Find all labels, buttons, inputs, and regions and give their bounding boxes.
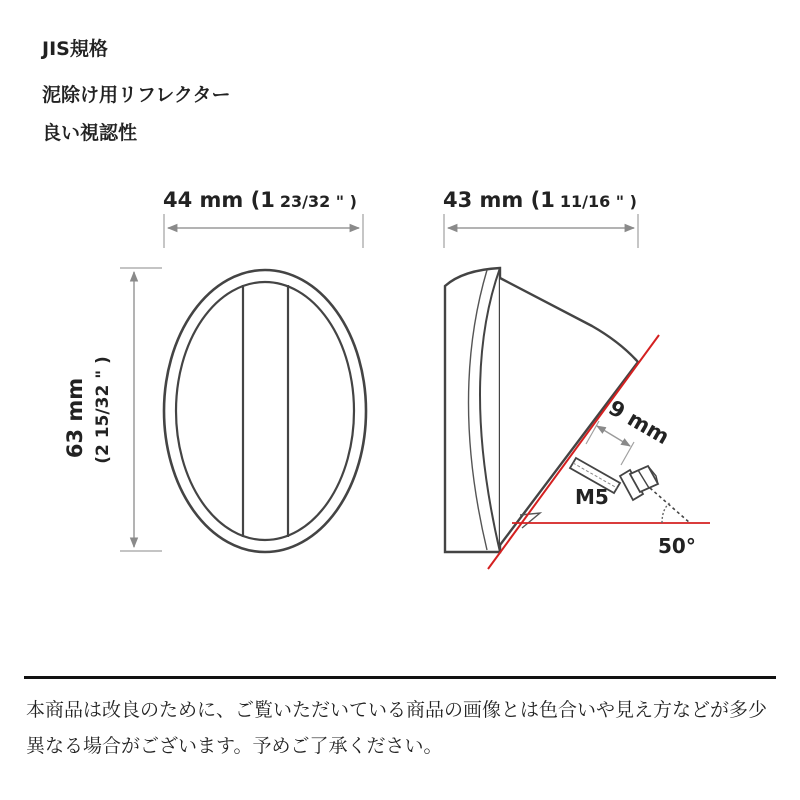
width-label-fraction: 23/32	[279, 192, 331, 211]
width-dimension	[163, 188, 363, 248]
angle-label: 50°	[658, 534, 696, 558]
depth-label-close: " )	[610, 192, 637, 211]
depth-label-main: 43 mm (1	[443, 188, 555, 212]
bolt-length-label: 9 mm	[604, 395, 674, 450]
angle-annotation	[512, 488, 710, 558]
reflector-front-view	[164, 270, 366, 552]
width-label-main: 44 mm (1	[163, 188, 275, 212]
feature-jis-standard: JIS規格	[42, 38, 108, 60]
depth-dimension	[443, 188, 638, 248]
feature-visibility: 良い視認性	[42, 122, 138, 144]
svg-text:43 mm (111/16 " )	[443, 188, 637, 212]
divider	[24, 676, 776, 679]
width-label-close: " )	[330, 192, 357, 211]
height-dimension	[63, 268, 162, 551]
height-label-main: 63 mm	[63, 377, 87, 459]
disclaimer-note: 本商品は改良のために、ご覧いただいている商品の画像とは色合いや見え方などが多少異なる場合がございます。予めご了承ください。	[26, 699, 768, 757]
bolt-thread-label: M5	[575, 485, 609, 509]
height-label-imperial: (2 15/32 " )	[93, 356, 113, 464]
depth-label-fraction: 11/16	[559, 192, 611, 211]
feature-product-type: 泥除け用リフレクター	[42, 84, 231, 106]
svg-text:44 mm (123/32 " )	[163, 188, 357, 212]
